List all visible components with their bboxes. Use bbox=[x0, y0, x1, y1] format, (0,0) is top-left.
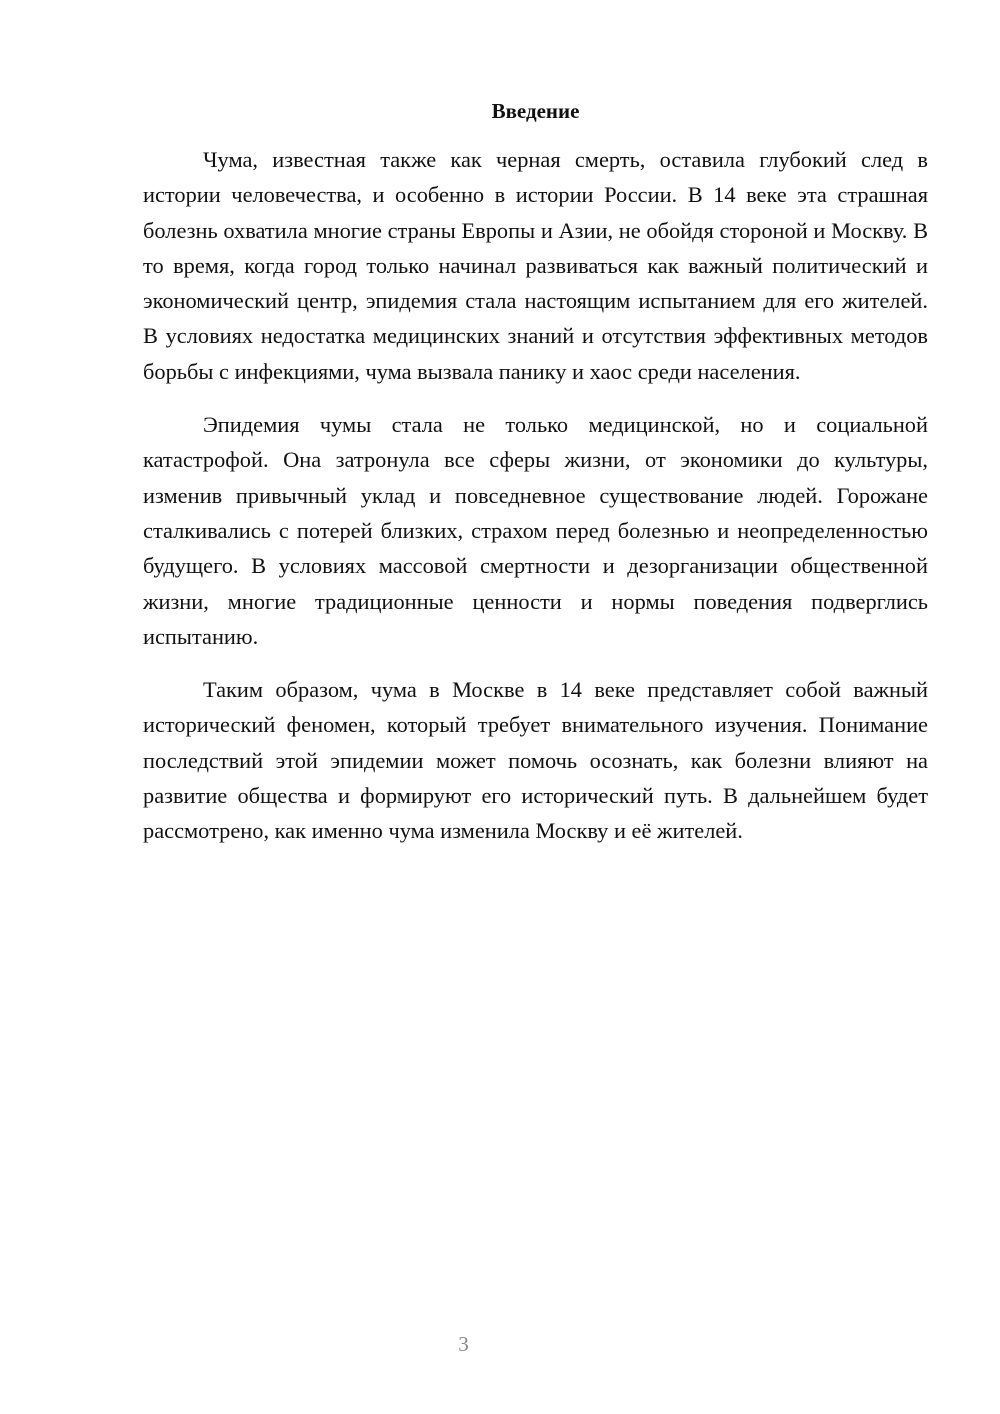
page-number: 3 bbox=[458, 1332, 469, 1356]
section-heading: Введение bbox=[491, 99, 580, 123]
paragraph-3: Таким образом, чума в Москве в 14 веке представляет собой важный исторический феномен, который требует внимательного изучения. Понимание последствий этой эпидемии может помочь осознать, как болезни влияют на развитие общества и формируют его исторический путь. В дальнейшем будет рассмотрено, как именно чума изменила Москву и её жителей. bbox=[143, 677, 928, 844]
paragraph-1: Чума, известная также как черная смерть, оставила глубокий след в истории человечества, и особенно в истории России. В 14 веке эта страшная болезнь охватила многие страны Европы и Азии, не обойдя стороной и Москву. В то время, когда город только начинал развиваться как важный политический и экономический центр, эпидемия стала настоящим испытанием для его жителей. В условиях недостатка медицинских знаний и отсутствия эффективных методов борьбы с инфекциями, чума вызвала панику и хаос среди населения. bbox=[143, 147, 928, 384]
body-text bbox=[143, 142, 928, 867]
paragraph-2: Эпидемия чумы стала не только медицинской, но и социальной катастрофой. Она затронула все сферы жизни, от экономики до культуры, изменив привычный уклад и повседневное существование людей. Горожане сталкивались с потерей близких, страхом перед болезнью и неопределенностью будущего. В условиях массовой смертности и дезорганизации общественной жизни, многие традиционные ценности и нормы поведения подверглись испытанию. bbox=[143, 412, 928, 649]
